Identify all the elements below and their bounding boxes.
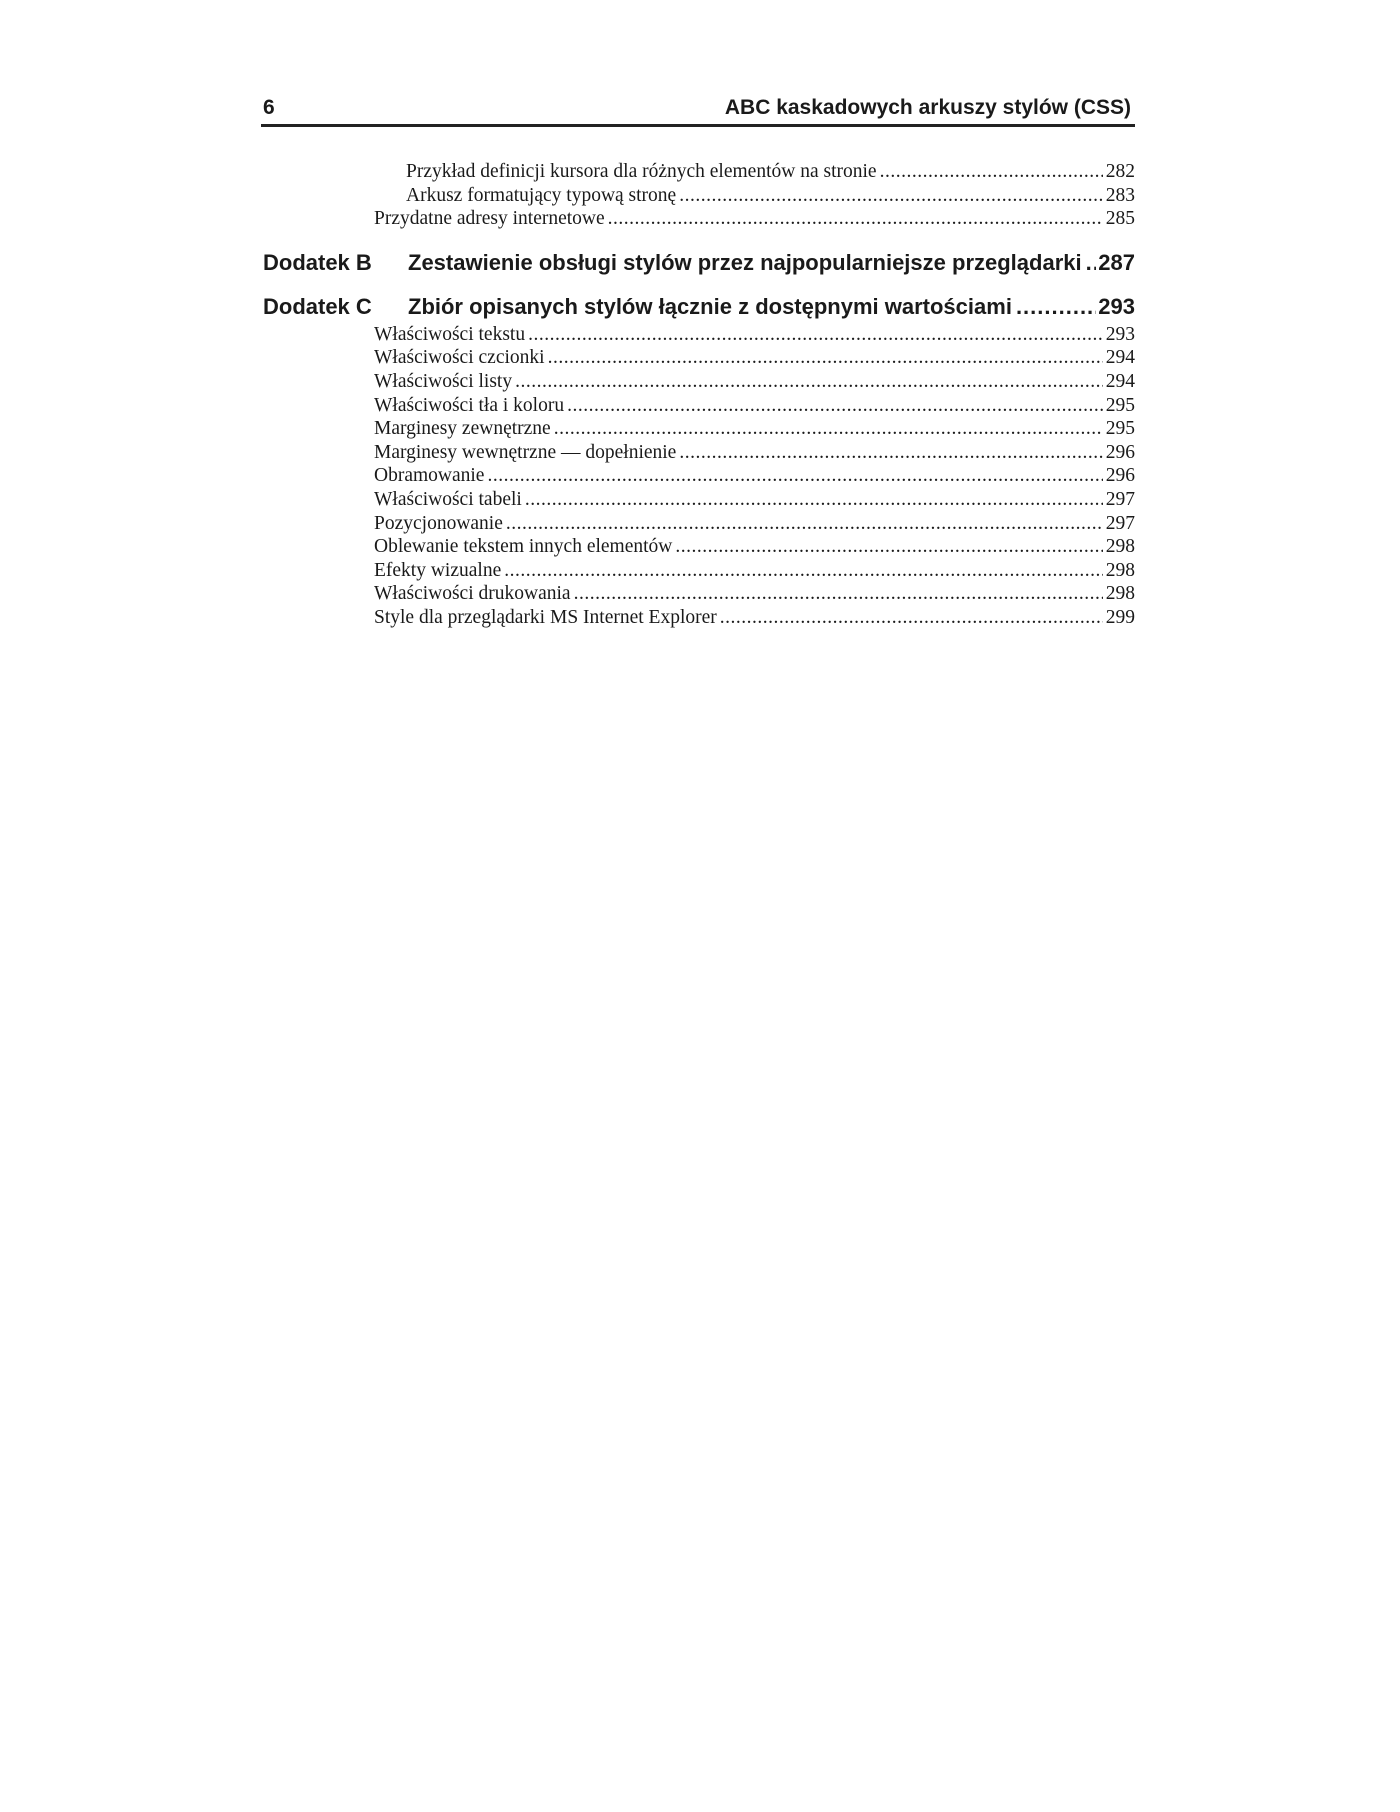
appendix-page: 293 <box>1098 293 1135 319</box>
toc-entry-title: Właściwości listy <box>374 370 513 392</box>
toc-entry <box>406 184 1135 208</box>
toc-entry-page: 297 <box>1105 488 1135 510</box>
toc-entry-title: Przydatne adresy internetowe <box>374 208 605 230</box>
toc-entry-title: Oblewanie tekstem innych elementów <box>374 536 673 558</box>
toc-leader-dots <box>504 559 1103 583</box>
toc-entry <box>374 346 1135 370</box>
toc-entry-page: 298 <box>1105 583 1135 605</box>
toc-leader-dots <box>1016 293 1096 321</box>
toc-leader-dots <box>487 464 1102 488</box>
toc-leader-dots <box>554 417 1103 441</box>
toc-leader-dots <box>574 582 1103 606</box>
page-number: 6 <box>263 96 275 119</box>
toc-entry-page: 298 <box>1105 559 1135 581</box>
toc-entry <box>374 488 1135 512</box>
appendix-c-entries <box>261 323 1135 630</box>
toc-entry-page: 296 <box>1105 441 1135 463</box>
toc-entry <box>374 207 1135 231</box>
toc-entry-page: 299 <box>1105 606 1135 628</box>
toc-entry <box>406 160 1135 184</box>
toc-entry-page: 282 <box>1105 161 1135 182</box>
toc-entry <box>374 417 1135 441</box>
toc-entry <box>374 535 1135 559</box>
appendix-label: Dodatek C <box>263 293 372 319</box>
toc-entry-title: Style dla przeglądarki MS Internet Explorer <box>374 606 717 628</box>
toc-entry-page: 296 <box>1105 465 1135 487</box>
toc-entry <box>374 394 1135 418</box>
appendix-label: Dodatek B <box>263 249 372 275</box>
toc-entry-page: 294 <box>1105 347 1135 369</box>
toc-entry-page: 298 <box>1105 536 1135 558</box>
toc-appendix-c <box>261 293 1135 321</box>
toc-entry-page: 297 <box>1105 512 1135 534</box>
table-of-contents <box>261 160 1135 630</box>
toc-entry <box>374 582 1135 606</box>
toc-leader-dots <box>675 535 1102 559</box>
toc-entry-title: Właściwości drukowania <box>374 583 571 605</box>
toc-entry-page: 295 <box>1105 394 1135 416</box>
toc-entry-title: Pozycjonowanie <box>374 512 503 534</box>
appendix-page: 287 <box>1098 249 1135 275</box>
toc-entry-page: 283 <box>1105 184 1135 206</box>
toc-leader-dots <box>720 606 1103 630</box>
appendix-title: Zestawienie obsługi stylów przez najpopularniejsze przeglądarki <box>408 249 1082 275</box>
toc-entry-title: Właściwości czcionki <box>374 347 545 369</box>
toc-entry-title: Marginesy wewnętrzne — dopełnienie <box>374 441 677 463</box>
toc-entry <box>374 323 1135 347</box>
toc-entry-title: Marginesy zewnętrzne <box>374 418 551 440</box>
toc-leader-dots <box>1086 249 1097 277</box>
toc-leader-dots <box>880 160 1103 184</box>
toc-leader-dots <box>515 370 1103 394</box>
toc-entry-title: Właściwości tekstu <box>374 323 526 345</box>
toc-leader-dots <box>567 394 1103 418</box>
toc-entry-page: 285 <box>1105 208 1135 230</box>
toc-leader-dots <box>679 184 1103 208</box>
toc-entry-page: 293 <box>1105 323 1135 345</box>
toc-entry-title: Przykład definicji kursora dla różnych elementów na stronie <box>406 161 877 182</box>
appendix-title: Zbiór opisanych stylów łącznie z dostępnymi wartościami <box>408 293 1012 319</box>
toc-entry-title: Arkusz formatujący typową stronę <box>406 184 677 206</box>
toc-leader-dots <box>525 488 1103 512</box>
toc-entry-page: 294 <box>1105 370 1135 392</box>
toc-entry <box>374 370 1135 394</box>
toc-entry <box>374 441 1135 465</box>
toc-entry <box>374 559 1135 583</box>
toc-appendix-b <box>261 249 1135 277</box>
toc-leader-dots <box>608 207 1103 231</box>
book-title: ABC kaskadowych arkuszy stylów (CSS) <box>724 96 1131 119</box>
toc-leader-dots <box>528 323 1103 347</box>
toc-entry <box>374 464 1135 488</box>
toc-entry-title: Obramowanie <box>374 465 485 487</box>
toc-entry <box>374 606 1135 630</box>
toc-entry-title: Efekty wizualne <box>374 559 502 581</box>
toc-entry <box>374 512 1135 536</box>
toc-leader-dots <box>679 441 1102 465</box>
toc-entry-page: 295 <box>1105 418 1135 440</box>
running-header <box>261 96 1135 127</box>
toc-entry-title: Właściwości tła i koloru <box>374 394 565 416</box>
toc-entry-title: Właściwości tabeli <box>374 488 522 510</box>
toc-leader-dots <box>506 512 1103 536</box>
toc-leader-dots <box>548 346 1103 370</box>
